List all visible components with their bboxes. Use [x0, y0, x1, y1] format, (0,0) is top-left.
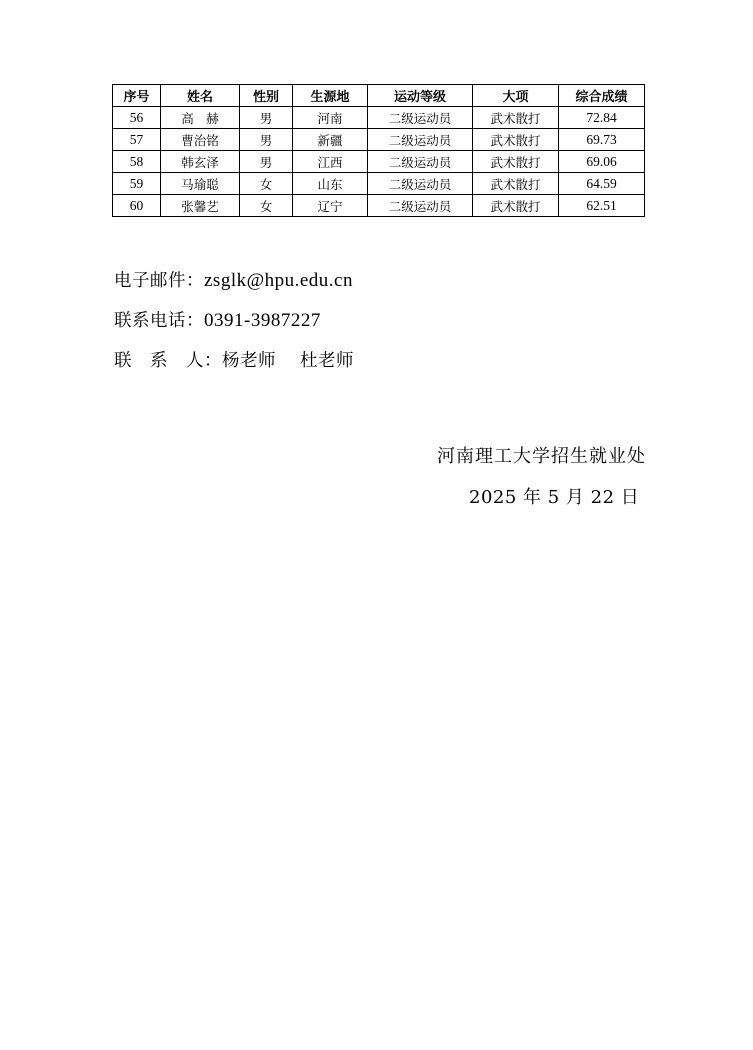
contact-email: [114, 267, 353, 292]
cell-sport-level: 二级运动员: [368, 129, 473, 151]
cell-gender: 女: [240, 195, 293, 217]
cell-sport-level: 二级运动员: [368, 195, 473, 217]
admission-table: [112, 84, 645, 217]
cell-origin: 河南: [293, 107, 368, 129]
table-row: [113, 195, 645, 217]
cell-serial: 60: [113, 195, 161, 217]
phone-number: 0391-3987227: [204, 310, 321, 331]
contact-person: [114, 347, 354, 372]
header-serial: 序号: [113, 85, 161, 107]
cell-origin: 山东: [293, 173, 368, 195]
cell-name: 高 赫: [161, 107, 240, 129]
phone-label: 联系电话：: [114, 311, 204, 331]
table-row: [113, 151, 645, 173]
header-sport-level: 运动等级: [368, 85, 473, 107]
cell-category: 武术散打: [473, 151, 559, 173]
email-label: 电子邮件：: [114, 271, 204, 291]
header-score: 综合成绩: [559, 85, 645, 107]
header-name: 姓名: [161, 85, 240, 107]
cell-score: 64.59: [559, 173, 645, 195]
table-header-row: [113, 85, 645, 107]
person-names: 杨老师 杜老师: [222, 351, 355, 371]
cell-serial: 59: [113, 173, 161, 195]
signoff-organization: 河南理工大学招生就业处: [437, 446, 646, 467]
cell-category: 武术散打: [473, 107, 559, 129]
cell-origin: 江西: [293, 151, 368, 173]
contact-phone: [114, 307, 321, 332]
cell-sport-level: 二级运动员: [368, 151, 473, 173]
cell-name: 马瑜聪: [161, 173, 240, 195]
cell-serial: 56: [113, 107, 161, 129]
cell-name: 张馨艺: [161, 195, 240, 217]
cell-gender: 男: [240, 129, 293, 151]
cell-score: 69.73: [559, 129, 645, 151]
cell-category: 武术散打: [473, 173, 559, 195]
cell-name: 曹治铭: [161, 129, 240, 151]
cell-score: 72.84: [559, 107, 645, 129]
cell-origin: 辽宁: [293, 195, 368, 217]
cell-gender: 女: [240, 173, 293, 195]
cell-sport-level: 二级运动员: [368, 107, 473, 129]
signoff-date: 2025 年 5 月 22 日: [469, 487, 640, 508]
cell-gender: 男: [240, 151, 293, 173]
header-category: 大项: [473, 85, 559, 107]
cell-serial: 57: [113, 129, 161, 151]
cell-category: 武术散打: [473, 195, 559, 217]
cell-serial: 58: [113, 151, 161, 173]
cell-score: 62.51: [559, 195, 645, 217]
table-row: [113, 107, 645, 129]
header-gender: 性别: [240, 85, 293, 107]
cell-gender: 男: [240, 107, 293, 129]
person-label: 联 系 人：: [114, 351, 222, 371]
cell-sport-level: 二级运动员: [368, 173, 473, 195]
header-origin: 生源地: [293, 85, 368, 107]
cell-category: 武术散打: [473, 129, 559, 151]
cell-name: 韩玄泽: [161, 151, 240, 173]
cell-origin: 新疆: [293, 129, 368, 151]
cell-score: 69.06: [559, 151, 645, 173]
email-address[interactable]: zsglk@hpu.edu.cn: [204, 270, 353, 291]
table-row: [113, 173, 645, 195]
table-row: [113, 129, 645, 151]
